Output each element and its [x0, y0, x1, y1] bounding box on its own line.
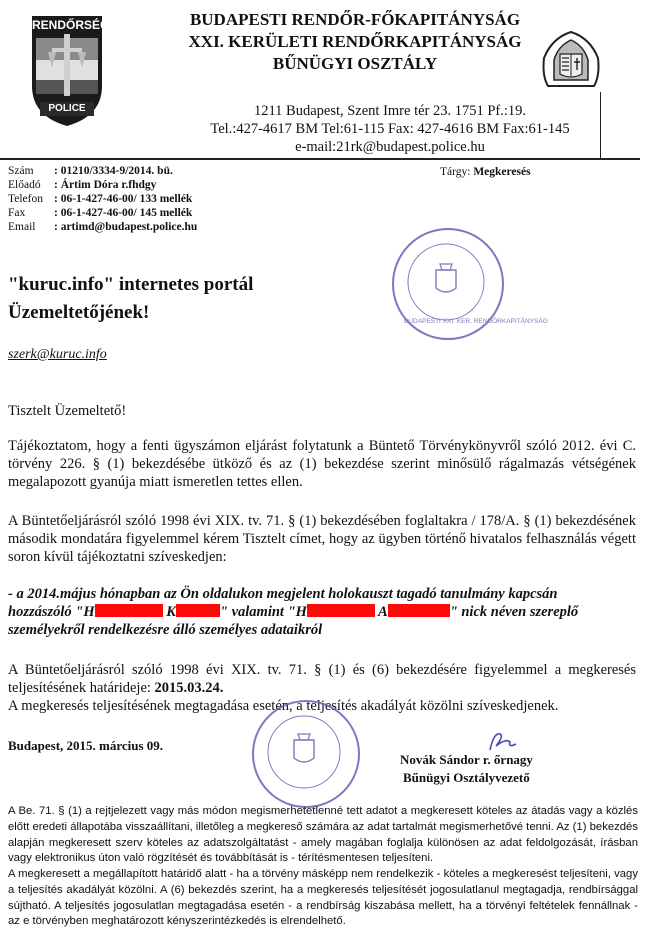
meta-row-officer	[8, 178, 156, 192]
official-stamp-top	[392, 228, 548, 340]
org-title-line-2: XXI. KERÜLETI RENDŐRKAPITÁNYSÁG	[188, 32, 522, 51]
deadline-text: A Büntetőeljárásról szóló 1998 évi XIX. tv. 71. § (1) és (6) bekezdésére figyelemmel a megkeresés teljesítésének határideje:	[8, 662, 636, 697]
request-line-1: - a 2014.május hónapban az Ön oldalukon megjelent holokauszt tagadó tanulmány kapcsán	[8, 586, 558, 602]
header-email-line: e-mail:21rk@budapest.police.hu	[295, 139, 485, 155]
police-badge-logo	[26, 8, 108, 128]
request-line-3: személyekről rendelkezésre álló személyes adataikról	[8, 622, 323, 638]
redaction-bar	[95, 604, 163, 617]
header-vertical-rule	[600, 92, 601, 159]
meta-row-fax	[8, 206, 192, 220]
footer-note-1: A Be. 71. § (1) a rejtjelezett vagy más módon megismerhetetlenné tett adatot a megkeresett köteles az átadás vagy a közlés előtt eredeti állapotába visszaállítani, illetőleg a megkereső számára az adat tartalmát megismerhetővé tenni. Az (1) bekezdés alapján megkeresett szerv köteles az adatszolgáltatást - amely magában foglalja különösen az adat feldolgozását, írásban vagy elektronikus úton való rögzítését és továbbítását is - térítésmentesen teljesíteni.	[8, 805, 638, 865]
subject-label: Tárgy:	[440, 166, 471, 178]
redaction-bar	[307, 604, 375, 617]
meta-key: Telefon	[8, 193, 43, 205]
address-line: 1211 Budapest, Szent Imre tér 23. 1751 Pf.:19.	[253, 103, 527, 119]
stamp-text: BUDAPESTI XXI. KER. RENDŐRKAPITÁNYSÁG	[404, 318, 548, 325]
subject-value: Megkeresés	[473, 166, 531, 178]
phone-fax-line: Tel.:427-4617 BM Tel:61-115 Fax: 427-4616 BM Fax:61-145	[210, 121, 570, 137]
badge-top-text: RENDŐRSÉG	[32, 18, 110, 32]
deadline-date: 2015.03.24.	[154, 680, 224, 697]
official-stamp-bottom	[252, 700, 360, 808]
salutation: Tisztelt Üzemeltető!	[8, 403, 127, 419]
place-and-date: Budapest, 2015. március 09.	[8, 738, 164, 753]
paragraph-refusal: A megkeresés teljesítésének megtagadása esetén, a teljesítés akadályát közölni szíveskedjenek.	[8, 698, 559, 714]
addressee-line-1: "kuruc.info" internetes portál	[8, 274, 254, 295]
header-divider	[0, 158, 640, 160]
meta-row-phone	[8, 192, 192, 206]
request-text: hozzászóló "H	[8, 604, 95, 620]
meta-value: : 06-1-427-46-00/ 133 mellék	[54, 193, 193, 205]
request-text: K	[162, 604, 176, 620]
org-title-line-1: BUDAPESTI RENDŐR-FŐKAPITÁNYSÁG	[189, 10, 521, 29]
addressee-line-2: Üzemeltetőjének!	[8, 302, 150, 323]
request-text: " valamint "H	[219, 604, 307, 620]
meta-key: Email	[8, 221, 36, 233]
paragraph-deadline	[8, 661, 636, 697]
meta-value: : 06-1-427-46-00/ 145 mellék	[54, 207, 193, 219]
handwritten-signature	[484, 728, 524, 754]
redaction-bar	[388, 604, 450, 617]
signatory-role: Bűnügyi Osztályvezető	[403, 770, 530, 785]
badge-bottom-text: POLICE	[48, 103, 86, 114]
meta-value: : 01210/3334-9/2014. bü.	[54, 165, 173, 177]
paragraph-legal-basis: A Büntetőeljárásról szóló 1998 évi XIX. tv. 71. § (1) bekezdésében foglaltakra / 178/A. § (1) bekezdésének második mondatára figyelemmel kérem Tisztelt címet, hogy az ügyben történő hivatalos felhasználás végett soron kívül tájékoztatni szíveskedjen:	[8, 513, 636, 566]
footer-note-2: A megkeresett a megállapított határidő alatt - ha a törvény másképp nem rendelkezik - köteles a megkeresést teljesíteni, vagy a teljesítés akadályát közölni. A (6) bekezdés szerint, ha a megkeresés teljesítését jogosulatlanul megtagadja, rendbírsággal sújtható. A teljesítés jogosulatlan megtagadása esetén - a rendbírság kiszabása mellett, ha a törvényi feltételek fennállnak - az e törvényben meghatározott kényszerintézkedés is elrendelhető.	[8, 868, 638, 928]
subject-line	[440, 166, 531, 178]
redaction-bar	[176, 604, 220, 617]
paragraph-investigation: Tájékoztatom, hogy a fenti ügyszámon eljárást folytatunk a Büntető Törvénykönyvről szóló 2012. évi C. törvény 226. § (1) bekezdésébe ütköző és az (1) bekezdése szerint minősülő rágalmazás vétségének megalapozott gyanúja miatt ismeretlen tettes ellen.	[8, 438, 636, 491]
meta-value: : artimd@budapest.police.hu	[54, 221, 198, 233]
meta-value: : Ártim Dóra r.fhdgy	[54, 179, 157, 191]
request-text: " nick néven szereplő	[449, 604, 579, 620]
org-title-line-3: BŰNÜGYI OSZTÁLY	[272, 54, 438, 73]
meta-key: Fax	[8, 207, 26, 219]
signatory-name: Novák Sándor r. őrnagy	[400, 752, 533, 767]
meta-key: Előadó	[8, 179, 41, 191]
meta-row-email	[8, 220, 197, 234]
request-text: A	[374, 604, 388, 620]
addressee-email-link[interactable]: szerk@kuruc.info	[8, 347, 107, 362]
request-line-2	[8, 603, 636, 621]
meta-key: Szám	[8, 165, 34, 177]
meta-row-case-number	[8, 164, 173, 178]
